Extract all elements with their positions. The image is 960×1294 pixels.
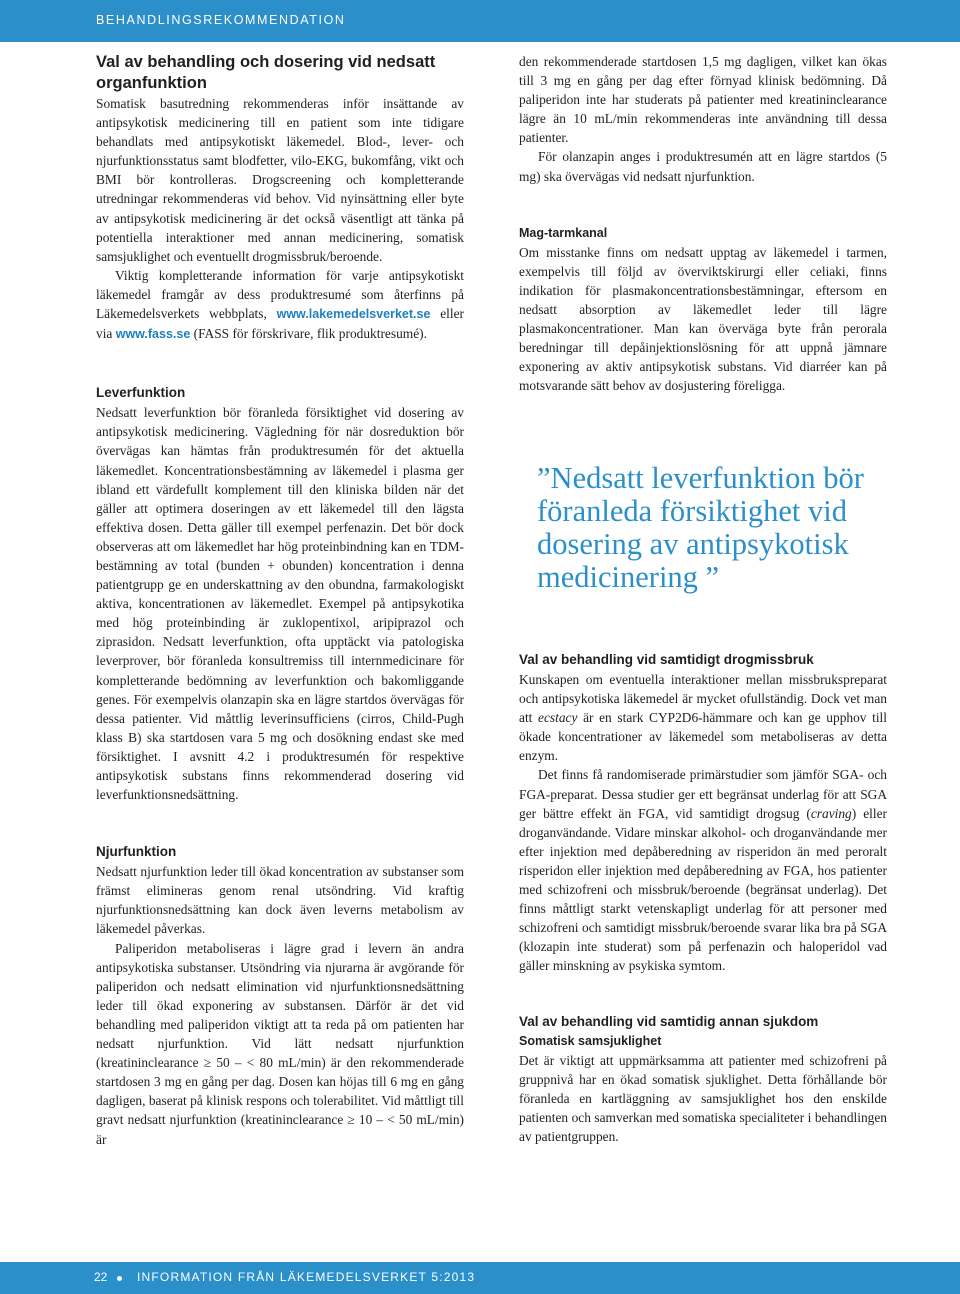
footer-bar [0, 1262, 960, 1294]
left-column [96, 52, 464, 1149]
heading-mag-tarmkanal: Mag-tarmkanal [519, 225, 608, 240]
heading-njurfunktion: Njurfunktion [96, 844, 177, 860]
paragraph-drogmissbruk-1 [519, 670, 887, 765]
heading-leverfunktion: Leverfunktion [96, 385, 186, 401]
subheading-somatisk-samsjuklighet: Somatisk samsjuklighet [519, 1033, 662, 1048]
link-fass[interactable]: www.fass.se [115, 327, 191, 342]
paragraph-njurfunktion-2: Paliperidon metaboliseras i lägre grad i levern än andra antipsykotiska substanser. Utsöndring via njurarna är avgörande för paliperidon och nedsatt elimination vid njurfunktionsnedsättning leder till ökad exponering av substansen. Därför är det vid behandling med paliperidon viktigt att ta reda på om patienten har nedsatt njurfunktion. Vid lätt nedsatt njurfunktion (kreatininclearance ≥ 50 – < 80 mL/min) är den rekommenderade startdosen 3 mg en gång per dag. Dosen kan höjas till 6 mg en gång dagligen, baserat på klinisk respons och tolerabilitet. Vid måttligt till gravt nedsatt njurfunktion (kreatininclearance ≥ 10 – < 50 mL/min) är [96, 940, 464, 1147]
paragraph-somatisk-samsjuklighet: Det är viktigt att uppmärksamma att patienter med schizofreni på gruppnivå har en ökad somatisk sjuklighet. Detta förhållande bör föranleda en kartläggning av samsjuklighet hos den enskilde patienten och samverkan med somatiska specialiteter i behandlingen av patientgruppen. [519, 1052, 887, 1144]
text-segment: Viktig kompletterande information för varje antipsykotiskt läkemedel framgår av dess produktresumé som återfinns på Läkemedelsverkets webbplats, [96, 267, 464, 322]
section-label: BEHANDLINGSREKOMMENDATION [96, 13, 346, 27]
paragraph-kompletterande-info [96, 266, 464, 344]
link-lakemedelsverket[interactable]: www.lakemedelsverket.se [276, 307, 431, 322]
paragraph-mag-tarmkanal: Om misstanke finns om nedsatt upptag av läkemedel i tarmen, exempelvis till följd av överviktskirurgi eller celiaki, finns indikation för plasmakoncentrationsbestämningar, eftersom en nedsatt absorption av läkemedlet leder till lägre plasmakoncentrationer. Man kan överväga byte från perorala beredningar till depåinjektionslösning för att uppnå jämnare exponering av aktiv antipsykotisk substans. Vid diarréer kan på motsvarande sätt behov av dosjustering föreligga. [519, 244, 887, 394]
text-segment: ) eller droganvändande. Vidare minskar alkohol- och droganvändande mer efter injektion med depåberedning av risperidon än med peroralt risperidon eller injektion med depåberedning av FGA, hos patienter med schizofreni och missbruk/beroende (begränsat underlag). Det finns måttligt starkt vetenskapligt underlag för att personer med schizofreni och samtidigt missbruk/beroende svarar lika bra på SGA (klozapin inte studerat) som på perfenazin och haloperidol vad gäller minskning av psykiska symtom. [519, 805, 887, 974]
emphasis-craving: craving [810, 805, 852, 821]
right-column [519, 52, 887, 395]
emphasis-ecstacy: ecstacy [538, 710, 578, 726]
heading-annan-sjukdom: Val av behandling vid samtidig annan sjukdom [519, 1013, 819, 1029]
text-segment: är en stark CYP2D6-hämmare och kan ge upphov till ökade koncentrationer av läkemedel som metaboliseras av detta enzym. [519, 710, 887, 764]
pull-quote: ”Nedsatt leverfunktion bör föranleda försiktighet vid dosering av antipsykotisk medicinering ” [537, 461, 864, 594]
bullet-dot-icon [117, 1276, 122, 1281]
text-segment: Det finns få randomiserade primärstudier som jämför SGA- och FGA-preparat. Dessa studier ger ett begränsat underlag för att SGA ger bättre effekt än FGA, vid samtidigt drogsug ( [519, 767, 887, 821]
heading-organfunktion: Val av behandling och dosering vid nedsatt organfunktion [96, 53, 436, 92]
header-bar [0, 0, 960, 42]
paragraph-njurfunktion-1: Nedsatt njurfunktion leder till ökad koncentration av substanser som främst elimineras genom renal utsöndring. Vid kraftig njurfunktionsnedsättning kan dock även leverns metabolism av läkemedel påverkas. [96, 864, 464, 937]
text-segment: (FASS för förskrivare, flik produktresumé). [190, 326, 427, 342]
paragraph-drogmissbruk-2 [519, 765, 887, 975]
page-number: 22 [94, 1270, 108, 1284]
paragraph-leverfunktion: Nedsatt leverfunktion bör föranleda försiktighet vid dosering av antipsykotisk medicinering. Vägledning för när dosreduktion bör övervägas kan hämtas från produktresumén för det aktuella läkemedlet. Koncentrationsbestämning av läkemedel i plasma ger ibland ett värdefullt komplement till den kliniska bilden när det gäller att optimera doseringen av ett läkemedel till den lägsta effektiva dosen. Detta gäller till exempel perfenazin. Det bör dock observeras att om läkemedlet har hög proteinbindning kan en TDM-bestämning av total (bunden + obunden) koncentration i denna patientgrupp ge en underskattning av den obundna, farmakologiskt aktiva, koncentrationen av läkemedlet. Exempel på antipsykotika med hög proteinbinding är zuklopentixol, aripiprazol och ziprasidon. Nedsatt leverfunktion, ofta upptäckt via patologiska leverprover, bör föranleda konsultremiss till internmedicinare för kompletterande bedömning av leverfunktion och bakomliggande genes. För exempelvis olanzapin ska en lägre startdos övervägas för dessa patienter. Vid måttlig leverinsufficiens (cirros, Child-Pugh klass B) ska startdosen vara 5 mg och dosökning endast ske med försiktighet. I avsnitt 4.2 i produktresumén för respektive antipsykotisk substans finns rekommenderad dosering vid leverfunktionsnedsättning. [96, 405, 464, 803]
paragraph-olanzapin: För olanzapin anges i produktresumén att en lägre startdos (5 mg) ska övervägas vid nedsatt njurfunktion. [519, 149, 887, 184]
heading-drogmissbruk: Val av behandling vid samtidigt drogmissbruk [519, 652, 814, 667]
paragraph-basutredning: Somatisk basutredning rekommenderas inför insättande av antipsykotisk medicinering till en patient som inte tidigare behandlats med antipsykotiskt läkemedel. Blod-, lever- och njurfunktionsstatus samt blodfetter, vilo-EKG, bukomfång, vikt och BMI bör kontrolleras. Drogscreening och kompletterande utredningar rekommenderas vid behov. Vid nyinsättning eller byte av antipsykotisk medicinering är det också väsentligt att tänka på potentiella interaktioner med annan medicinering, somatisk samsjuklighet och eventuellt drogmissbruk/beroende. [96, 96, 464, 264]
right-column-lower [519, 650, 887, 1146]
text-segment: eller via [96, 306, 464, 342]
paragraph-continued-paliperidon: den rekommenderade startdosen 1,5 mg dagligen, vilket kan ökas till 3 mg en gång per dag efter förnyad klinisk bedömning. Då paliperidon inte har studerats på patienter med kreatininclearance lägre än 10 mL/min rekommenderas inte användning till dessa patienter. [519, 54, 887, 146]
text-segment: Kunskapen om eventuella interaktioner mellan missbrukspreparat och antipsykotiska läkemedel är mycket ofullständig. Dock vet man att [519, 672, 887, 726]
publication-title: INFORMATION FRÅN LÄKEMEDELSVERKET 5:2013 [137, 1270, 476, 1284]
